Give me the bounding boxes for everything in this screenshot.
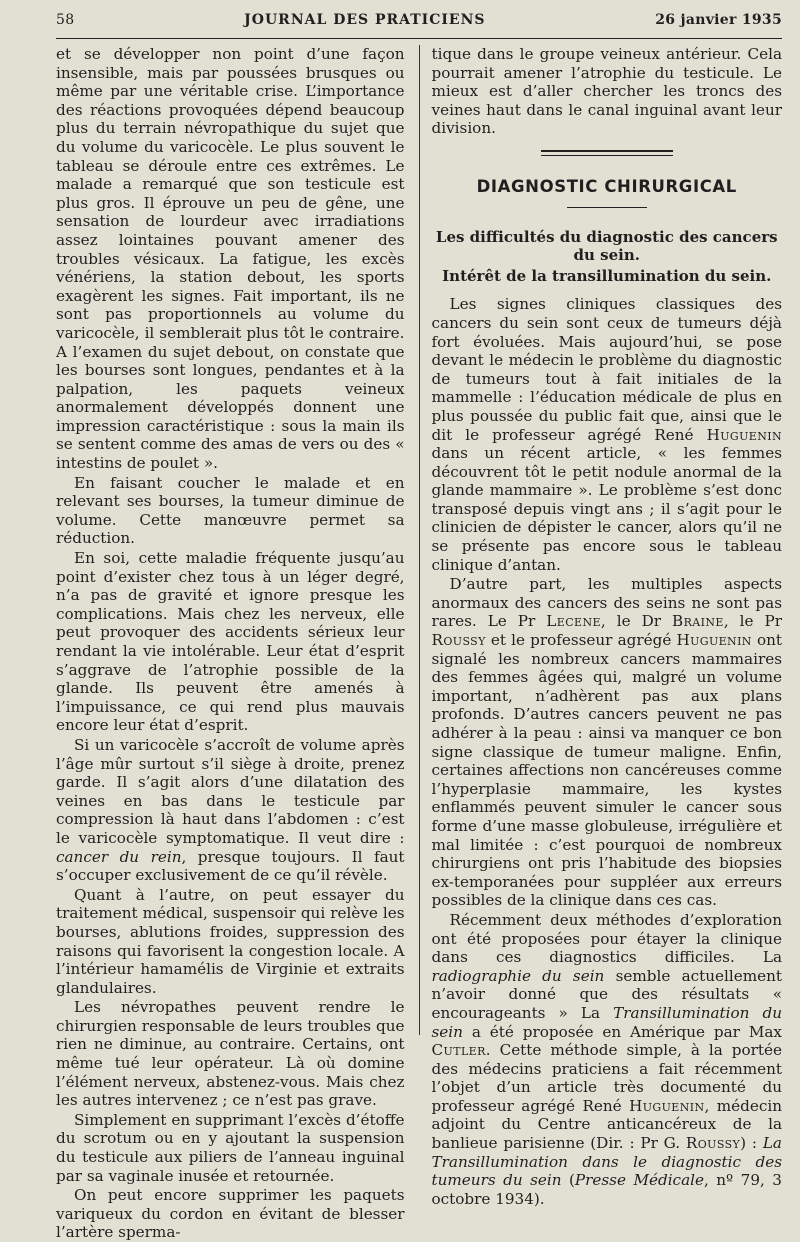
- right-column: [428, 45, 783, 1208]
- text-run: a été proposée en Amérique par Max: [462, 1022, 782, 1041]
- paragraph: On peut encore supprimer les paquets variqueux du cordon en évitant de blesser l’artère sperma-: [56, 1186, 405, 1242]
- paragraph: [432, 295, 782, 574]
- article-subtitle: Intérêt de la transillumination du sein.: [442, 266, 772, 285]
- journal-title: JOURNAL DES PRATICIENS: [244, 12, 486, 28]
- text-run: Les signes cliniques classiques des cancers du sein sont ceux de tumeurs déjà fort évoluées. Mais aujourd’hui, se pose devant le médecin le problème du diagnostic de tumeurs tout à fait initiales de la mammelle : l’éducation médicale de plus en plus poussée du public fait que, ainsi que le dit le professeur agrégé René: [431, 295, 782, 444]
- paragraph: En soi, cette maladie fréquente jusqu’au point d’exister chez tous à un léger degré, n’a pas de gravité et ignore presque les complications. Mais chez les nerveux, elle peut provoquer des accidents sérieux leur rendant la vie intolérable. Leur état d’esprit s’aggrave de l’atrophie possible de la glande. Ils peuvent être amenés à l’impuissance, ce qui rend plus mauvais encore leur état d’esprit.: [56, 549, 405, 735]
- paragraph: Simplement en supprimant l’excès d’étoffe du scrotum ou en y ajoutant la suspension du testicule aux piliers de l’anneau inguinal par sa vaginale inusée et retournée.: [56, 1110, 405, 1185]
- issue-date: 26 janvier 1935: [655, 12, 782, 28]
- emphasis: cancer du rein: [56, 847, 182, 866]
- citation-title: La Transillumination dans le diagnostic des tumeurs du sein: [431, 1134, 782, 1190]
- page-number: 58: [56, 12, 75, 28]
- paragraph: En faisant coucher le malade et en relevant ses bourses, la tumeur diminue de volume. Cette manœuvre permet sa réduction.: [56, 473, 405, 548]
- page-header: [56, 12, 782, 34]
- text-run: , le Dr: [600, 612, 673, 631]
- author-name: Huguenin: [706, 425, 782, 444]
- text-run: , le Pr: [723, 612, 783, 631]
- author-name: Huguenin: [629, 1096, 705, 1115]
- emphasis: radiographie du sein: [431, 966, 605, 985]
- author-name: Roussy: [431, 631, 486, 650]
- header-rule: [56, 38, 782, 39]
- author-name: Roussy: [685, 1134, 741, 1153]
- left-column: [56, 45, 413, 1242]
- paragraph: [432, 575, 782, 910]
- text-run: ) :: [740, 1134, 763, 1153]
- paragraph: [56, 736, 405, 885]
- text-run: Si un varicocèle s’accroît de volume après l’âge mûr surtout s’il siège à droite, prenez garde. Il s’agit alors d’une dilatation des veines en bas dans le testicule par compression là haut dans l’abdomen : c’est le varicocèle symptomatique. Il veut dire :: [56, 735, 405, 847]
- text-run: , nº 79, 3 octobre 1934).: [431, 1171, 782, 1208]
- paragraph: Les névropathes peuvent rendre le chirurgien responsable de leurs troubles que rien ne diminue, au contraire. Certains, ont même tué leur opérateur. Là où domine l’élément nerveux, abstenez-vous. Mais chez les autres intervenez ; ce n’est pas grave.: [56, 998, 405, 1110]
- author-name: Lecene: [546, 612, 601, 631]
- text-run: D’autre part, les multiples aspects anormaux des cancers des seins ne sont pas rares. Le Pr: [431, 575, 782, 631]
- decorative-rule: [541, 150, 673, 156]
- journal-citation: Presse Médicale: [574, 1171, 704, 1190]
- text-run: dans un récent article, « les femmes découvrent tôt le petit nodule anormal de la glande mammaire ». Le problème s’est donc transposé depuis vingt ans ; il s’agit pour le clinicien de dépister le cancer, alors qu’il ne se présente pas encore sous le tableau clinique d’antan.: [431, 444, 782, 574]
- paragraph: [432, 911, 782, 1209]
- text-run: , médecin adjoint du Centre anticancéreux de la banlieue parisienne (Dir. : Pr G.: [431, 1096, 783, 1153]
- text-run: (: [561, 1171, 575, 1190]
- text-run: , presque toujours. Il faut s’occuper exclusivement de ce qu’il révèle.: [56, 847, 405, 885]
- section-title: DIAGNOSTIC CHIRURGICAL: [476, 176, 737, 196]
- text-run: semble actuellement n’avoir donné que des résultats « encourageants » La: [431, 966, 782, 1022]
- columns: [56, 45, 783, 1242]
- author-name: Huguenin: [676, 631, 752, 650]
- text-run: . Cette méthode simple, à la portée des médecins praticiens a fait récemment l’objet d’un article très documenté du professeur agrégé René: [431, 1041, 782, 1115]
- column-divider: [419, 45, 420, 1035]
- paragraph: et se développer non point d’une façon insensible, mais par poussées brusques ou même par une véritable crise. L’importance des réactions provoquées dépend beaucoup plus du terrain névropathique du sujet que du volume du varicocèle. Le plus souvent le tableau se déroule entre ces extrêmes. Le malade a remarqué que son testicule est plus gros. Il éprouve un peu de gêne, une sensation de lourdeur avec irradiations assez lointaines pouvant amener des troubles vésicaux. La fatigue, les excès vénériens, la station debout, les sports exagèrent les signes. Fait important, ils ne sont pas proportionnels au volume du varicocèle, il semblerait plus tôt le contraire. A l’examen du sujet debout, on constate que les bourses sont longues, pendantes et à la palpation, les paquets veineux anormalement développés donnent une impression caractéristique : sous la main ils se sentent comme des amas de vers ou des « intestins de poulet ».: [56, 45, 405, 473]
- paragraph: Quant à l’autre, on peut essayer du traitement médical, suspensoir qui relève les bourses, ablutions froides, suppression des raisons qui favorisent la congestion locale. A l’intérieur hamamélis de Virginie et extraits glandulaires.: [56, 885, 405, 997]
- text-run: Récemment deux méthodes d’exploration ont été proposées pour étayer la clinique dans ces diagnostics difficiles. La: [431, 910, 782, 967]
- author-name: Cutler: [431, 1041, 486, 1060]
- emphasis: Transillumination du sein: [431, 1003, 783, 1041]
- section-rule: [567, 207, 647, 208]
- article-title: Les difficultés du diagnostic des cancers du sein.: [435, 227, 778, 265]
- text-run: ont signalé les nombreux cancers mammaires des femmes âgées qui, malgré un volume important, n’adhèrent pas aux plans profonds. D’autres cancers peuvent ne pas adhérer à la peau : ainsi va manquer ce bon signe classique de tumeur maligne. Enfin, certaines affections non cancéreuses comme l’hyperplasie mammaire, les kystes enflammés peuvent simuler le cancer sous forme d’une masse globuleuse, irrégulière et mal limitée : c’est pourquoi de nombreux chirurgiens ont pris l’habitude des biopsies ex-temporanées pour suppléer aux erreurs possibles de la clinique dans ces cas.: [431, 631, 782, 910]
- author-name: Braine: [672, 612, 724, 631]
- text-run: et le professeur agrégé: [485, 631, 677, 650]
- paragraph: tique dans le groupe veineux antérieur. Cela pourrait amener l’atrophie du testicule. Le mieux est d’aller chercher les troncs des veines haut dans le canal inguinal avant leur division.: [431, 45, 782, 138]
